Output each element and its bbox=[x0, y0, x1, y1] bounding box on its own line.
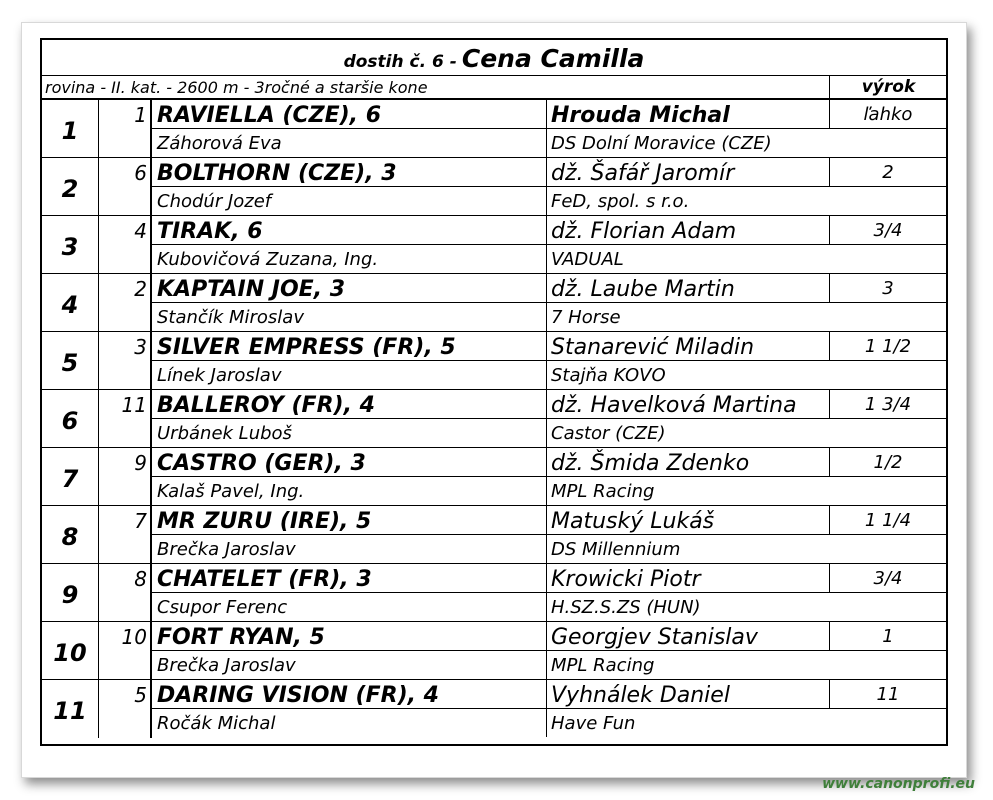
margin-header: výrok bbox=[829, 76, 947, 98]
result-row bbox=[42, 274, 946, 332]
trainer-name: Záhorová Eva bbox=[152, 129, 547, 157]
owner-name: H.SZ.S.ZS (HUN) bbox=[551, 597, 701, 618]
winning-margin: ľahko bbox=[830, 100, 946, 129]
start-number: 11 bbox=[99, 390, 152, 448]
result-row bbox=[42, 390, 946, 448]
finish-place: 7 bbox=[42, 448, 99, 506]
start-number: 6 bbox=[99, 158, 152, 216]
jockey-name: dž. Laube Martin bbox=[547, 274, 830, 303]
result-row bbox=[42, 622, 946, 680]
start-number: 5 bbox=[99, 680, 152, 738]
winning-margin: 1 1/4 bbox=[830, 506, 946, 535]
jockey-name: dž. Havelková Martina bbox=[547, 390, 830, 419]
finish-place: 8 bbox=[42, 506, 99, 564]
horse-name: BOLTHORN (CZE), 3 bbox=[152, 158, 547, 187]
jockey-name: Krowicki Piotr bbox=[547, 564, 830, 593]
result-row bbox=[42, 448, 946, 506]
jockey-name: dž. Florian Adam bbox=[547, 216, 830, 245]
trainer-name: Brečka Jaroslav bbox=[152, 535, 547, 563]
watermark: www.canonprofi.eu bbox=[822, 776, 975, 792]
trainer-name: Chodúr Jozef bbox=[152, 187, 547, 215]
owner-name: Have Fun bbox=[551, 713, 636, 734]
horse-name: BALLEROY (FR), 4 bbox=[152, 390, 547, 419]
jockey-name: dž. Šmida Zdenko bbox=[547, 448, 830, 477]
race-title bbox=[42, 40, 946, 76]
horse-name: SILVER EMPRESS (FR), 5 bbox=[152, 332, 547, 361]
result-row bbox=[42, 564, 946, 622]
winning-margin: 1 1/2 bbox=[830, 332, 946, 361]
horse-name: MR ZURU (IRE), 5 bbox=[152, 506, 547, 535]
owner-name: VADUAL bbox=[551, 249, 624, 270]
trainer-name: Stančík Miroslav bbox=[152, 303, 547, 331]
horse-name: RAVIELLA (CZE), 6 bbox=[152, 100, 547, 129]
winning-margin: 1 3/4 bbox=[830, 390, 946, 419]
horse-name: KAPTAIN JOE, 3 bbox=[152, 274, 547, 303]
owner-name: 7 Horse bbox=[551, 307, 621, 328]
horse-name: TIRAK, 6 bbox=[152, 216, 547, 245]
trainer-name: Csupor Ferenc bbox=[152, 593, 547, 621]
trainer-name: Línek Jaroslav bbox=[152, 361, 547, 389]
winning-margin: 3/4 bbox=[830, 564, 946, 593]
finish-place: 2 bbox=[42, 158, 99, 216]
winning-margin: 3/4 bbox=[830, 216, 946, 245]
race-conditions-row bbox=[42, 76, 946, 100]
finish-place: 10 bbox=[42, 622, 99, 680]
jockey-name: Matuský Lukáš bbox=[547, 506, 830, 535]
result-row bbox=[42, 332, 946, 390]
jockey-name: dž. Šafář Jaromír bbox=[547, 158, 830, 187]
horse-name: DARING VISION (FR), 4 bbox=[152, 680, 547, 709]
horse-name: CHATELET (FR), 3 bbox=[152, 564, 547, 593]
start-number: 10 bbox=[99, 622, 152, 680]
trainer-name: Ročák Michal bbox=[152, 709, 547, 737]
finish-place: 9 bbox=[42, 564, 99, 622]
owner-name: Stajňa KOVO bbox=[551, 365, 666, 386]
owner-name: DS Millennium bbox=[551, 539, 681, 560]
owner-name: FeD, spol. s r.o. bbox=[551, 191, 690, 212]
horse-name: FORT RYAN, 5 bbox=[152, 622, 547, 651]
owner-name: Castor (CZE) bbox=[551, 423, 666, 444]
jockey-name: Vyhnálek Daniel bbox=[547, 680, 830, 709]
race-number: dostih č. 6 - bbox=[343, 52, 457, 72]
winning-margin: 1/2 bbox=[830, 448, 946, 477]
trainer-name: Brečka Jaroslav bbox=[152, 651, 547, 679]
result-row bbox=[42, 158, 946, 216]
race-conditions: rovina - II. kat. - 2600 m - 3ročné a staršie kone bbox=[45, 78, 428, 97]
winning-margin: 2 bbox=[830, 158, 946, 187]
race-name: Cena Camilla bbox=[461, 44, 645, 73]
start-number: 9 bbox=[99, 448, 152, 506]
result-row bbox=[42, 506, 946, 564]
finish-place: 3 bbox=[42, 216, 99, 274]
owner-name: MPL Racing bbox=[551, 481, 655, 502]
jockey-name: Georgjev Stanislav bbox=[547, 622, 830, 651]
trainer-name: Urbánek Luboš bbox=[152, 419, 547, 447]
start-number: 3 bbox=[99, 332, 152, 390]
finish-place: 6 bbox=[42, 390, 99, 448]
owner-name: DS Dolní Moravice (CZE) bbox=[551, 133, 772, 154]
owner-name: MPL Racing bbox=[551, 655, 655, 676]
start-number: 1 bbox=[99, 100, 152, 158]
winning-margin: 1 bbox=[830, 622, 946, 651]
jockey-name: Hrouda Michal bbox=[547, 100, 830, 129]
start-number: 7 bbox=[99, 506, 152, 564]
result-row bbox=[42, 216, 946, 274]
winning-margin: 11 bbox=[830, 680, 946, 709]
finish-place: 1 bbox=[42, 100, 99, 158]
results-table bbox=[40, 38, 948, 746]
finish-place: 11 bbox=[42, 680, 99, 738]
winning-margin: 3 bbox=[830, 274, 946, 303]
jockey-name: Stanarević Miladin bbox=[547, 332, 830, 361]
finish-place: 5 bbox=[42, 332, 99, 390]
trainer-name: Kubovičová Zuzana, Ing. bbox=[152, 245, 547, 273]
result-row bbox=[42, 100, 946, 158]
finish-place: 4 bbox=[42, 274, 99, 332]
start-number: 4 bbox=[99, 216, 152, 274]
start-number: 8 bbox=[99, 564, 152, 622]
result-row bbox=[42, 680, 946, 738]
horse-name: CASTRO (GER), 3 bbox=[152, 448, 547, 477]
trainer-name: Kalaš Pavel, Ing. bbox=[152, 477, 547, 505]
start-number: 2 bbox=[99, 274, 152, 332]
